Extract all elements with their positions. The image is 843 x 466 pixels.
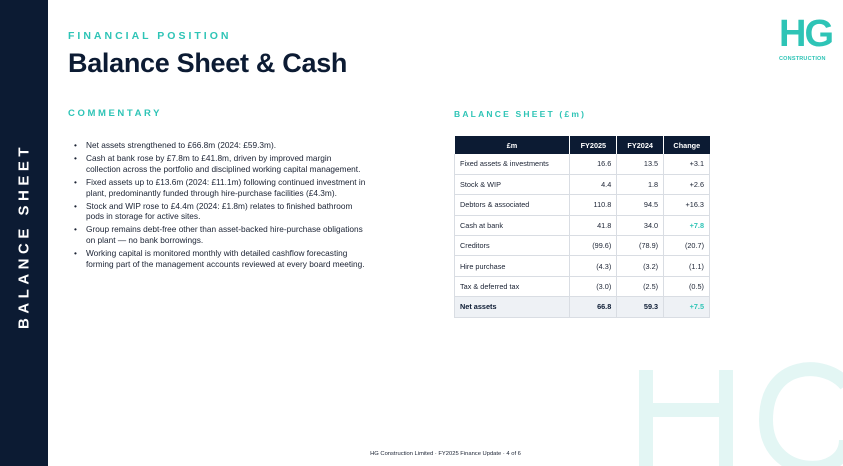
- commentary-item: • Net assets strengthened to £66.8m (2024: £59.3m).: [74, 140, 366, 151]
- side-band: [0, 0, 48, 466]
- commentary-item: • Fixed assets up to £13.6m (2024: £11.1m) following continued investment in plant, predominantly funded through hire-purchase facilities (£4.3m).: [74, 177, 366, 199]
- cell-fy2024: 1.8: [617, 174, 664, 194]
- page-title: Balance Sheet & Cash: [68, 48, 348, 78]
- row-label: Debtors & associated: [455, 195, 570, 215]
- table-row: [455, 174, 710, 194]
- cell-change: (20.7): [664, 236, 710, 256]
- total-fy2025: 66.8: [570, 297, 617, 317]
- table-header-row: [455, 136, 710, 154]
- commentary-item: • Cash at bank rose by £7.8m to £41.8m, driven by improved margin collection across the portfolio and disciplined working capital management.: [74, 153, 366, 175]
- cell-fy2025: 16.6: [570, 154, 617, 174]
- cell-fy2024: (2.5): [617, 276, 664, 296]
- watermark-graphic: [616, 290, 843, 466]
- logo-mark: HG: [779, 13, 832, 55]
- commentary-item: • Working capital is monitored monthly with detailed cashflow forecasting forming part of the management accounts reviewed at every board meeting.: [74, 248, 366, 270]
- cell-change: (1.1): [664, 256, 710, 276]
- cell-fy2024: (78.9): [617, 236, 664, 256]
- company-logo: [779, 13, 832, 68]
- balance-sheet-heading: BALANCE SHEET (£m): [454, 109, 587, 119]
- total-fy2024: 59.3: [617, 297, 664, 317]
- side-label: BALANCE SHEET: [15, 142, 33, 330]
- table-row: [455, 215, 710, 235]
- column-header-fy2024: FY2024: [617, 136, 664, 154]
- cell-change-highlight: +7.8: [664, 215, 710, 235]
- commentary-list: [74, 140, 366, 272]
- section-eyebrow: FINANCIAL POSITION: [68, 30, 232, 42]
- table-row: [455, 195, 710, 215]
- commentary-item: • Stock and WIP rose to £4.4m (2024: £1.8m) relates to finished bathroom pods in storage for active sites.: [74, 201, 366, 223]
- cell-fy2025: 110.8: [570, 195, 617, 215]
- table-row: [455, 256, 710, 276]
- row-label: Stock & WIP: [455, 174, 570, 194]
- cell-fy2024: (3.2): [617, 256, 664, 276]
- table-row: [455, 154, 710, 174]
- column-header-change: Change: [664, 136, 710, 154]
- cell-fy2024: 13.5: [617, 154, 664, 174]
- row-label: Hire purchase: [455, 256, 570, 276]
- cell-fy2024: 34.0: [617, 215, 664, 235]
- cell-fy2025: 4.4: [570, 174, 617, 194]
- total-label: Net assets: [455, 297, 570, 317]
- commentary-heading: COMMENTARY: [68, 108, 163, 119]
- cell-change: (0.5): [664, 276, 710, 296]
- cell-fy2024: 94.5: [617, 195, 664, 215]
- cell-fy2025: (3.0): [570, 276, 617, 296]
- total-change: +7.5: [664, 297, 710, 317]
- row-label: Tax & deferred tax: [455, 276, 570, 296]
- column-header-fy2025: FY2025: [570, 136, 617, 154]
- cell-change: +2.6: [664, 174, 710, 194]
- cell-fy2025: (4.3): [570, 256, 617, 276]
- row-label: Fixed assets & investments: [455, 154, 570, 174]
- page-footer: HG Construction Limited · FY2025 Finance Update · 4 of 6: [370, 451, 521, 457]
- cell-change: +3.1: [664, 154, 710, 174]
- cell-fy2025: 41.8: [570, 215, 617, 235]
- commentary-item: • Group remains debt-free other than asset-backed hire-purchase obligations on plant — no bank borrowings.: [74, 224, 366, 246]
- cell-fy2025: (99.6): [570, 236, 617, 256]
- table-row: [455, 236, 710, 256]
- row-label: Creditors: [455, 236, 570, 256]
- column-header-label: £m: [455, 136, 570, 154]
- row-label: Cash at bank: [455, 215, 570, 235]
- cell-change: +16.3: [664, 195, 710, 215]
- logo-subtitle: CONSTRUCTION: [779, 56, 826, 62]
